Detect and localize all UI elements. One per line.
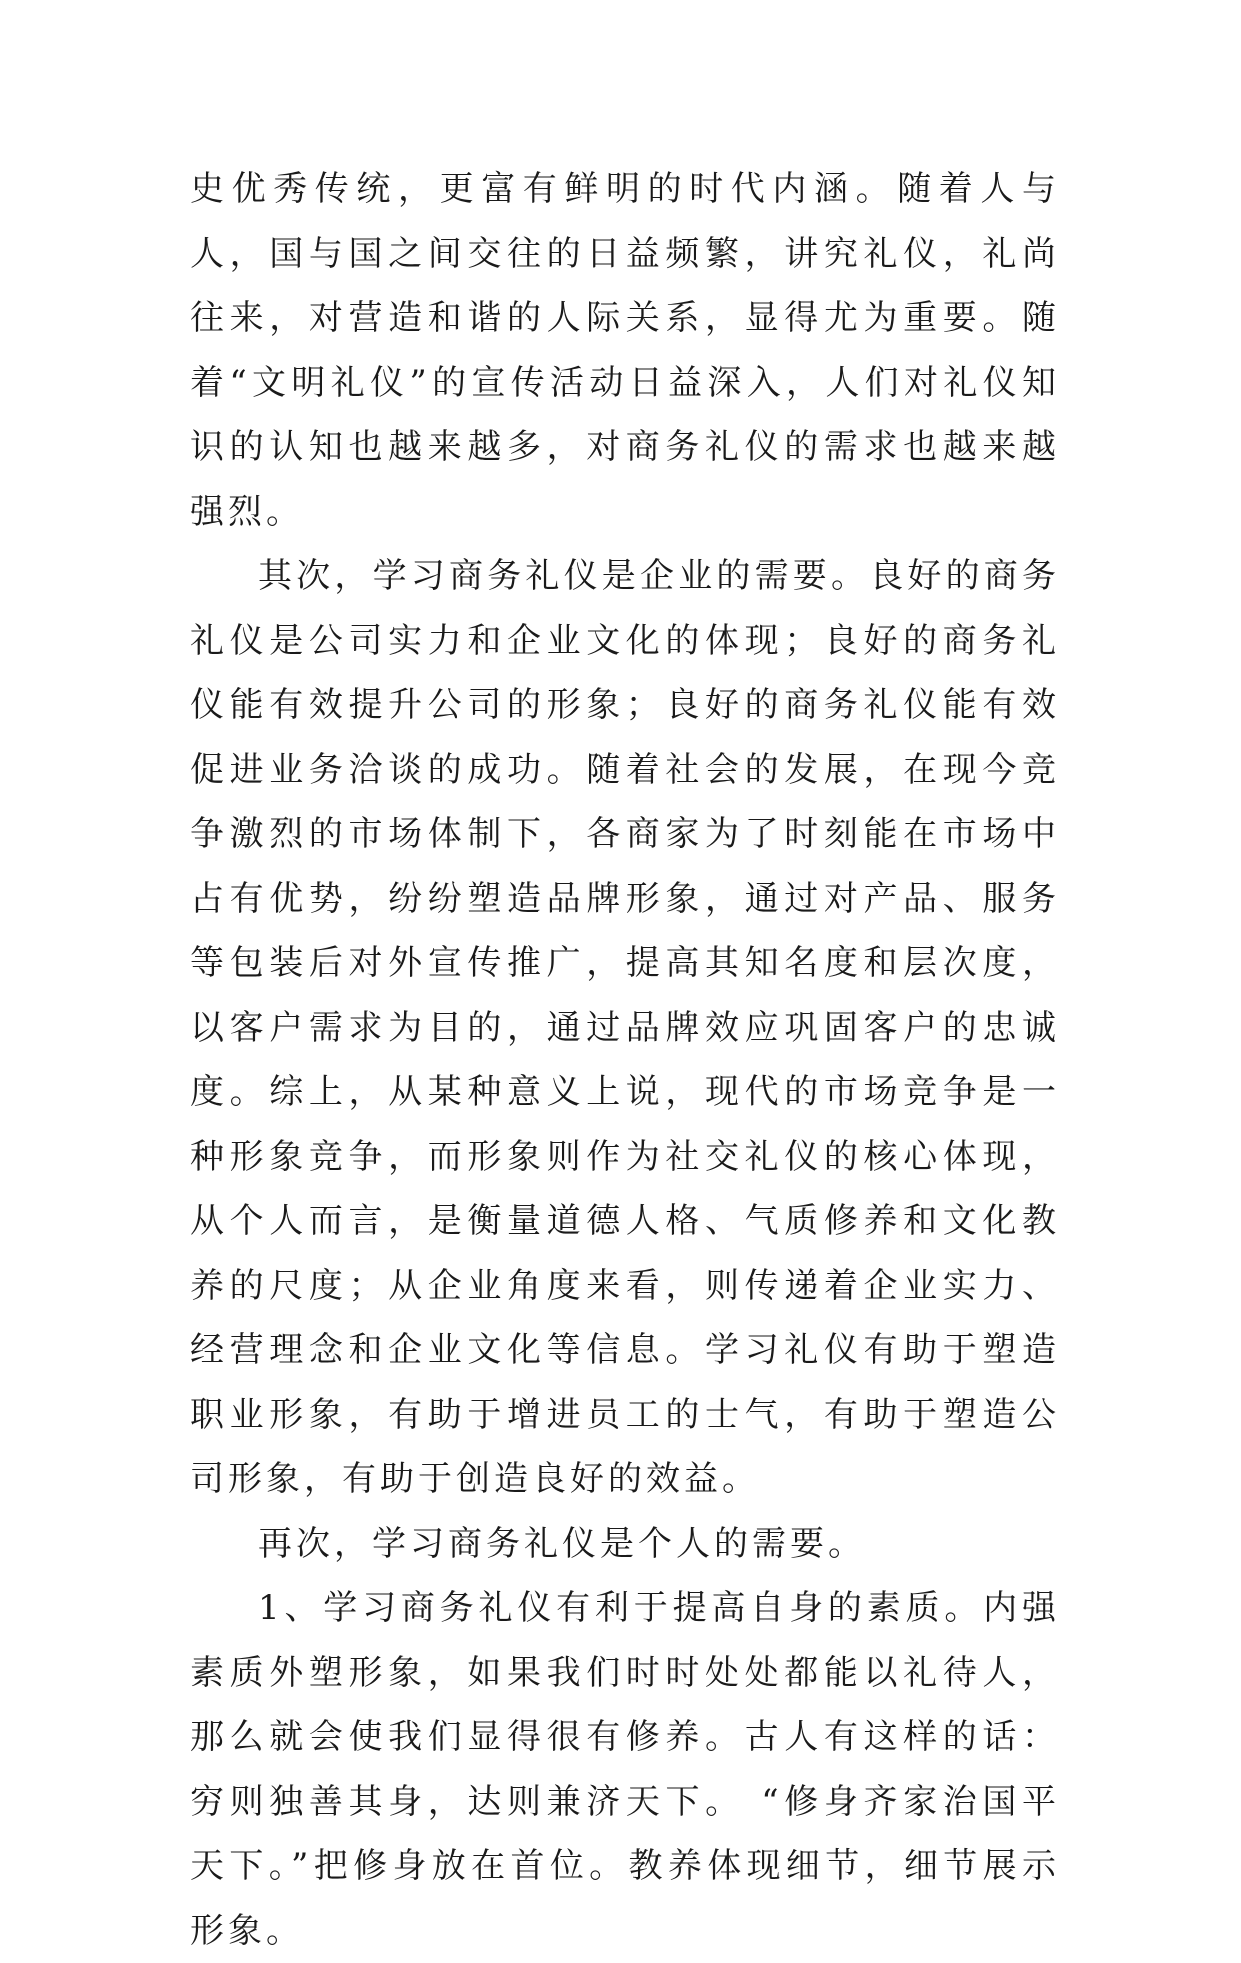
paragraph-enterprise-need: 其次，学习商务礼仪是企业的需要。良好的商务礼仪是公司实力和企业文化的体现；良好的商务礼仪能有效提升公司的形象；良好的商务礼仪能有效促进业务洽谈的成功。随着社会的发展，在现今竞争激烈的市场体制下，各商家为了时刻能在市场中占有优势，纷纷塑造品牌形象，通过对产品、服务等包装后对外宣传推广，提高其知名度和层次度，以客户需求为目的，通过品牌效应巩固客户的忠诚度。综上，从某种意义上说，现代的市场竞争是一种形象竞争，而形象则作为社交礼仪的核心体现，从个人而言，是衡量道德人格、气质修养和文化教养的尺度；从企业角度来看，则传递着企业实力、经营理念和企业文化等信息。学习礼仪有助于塑造职业形象，有助于增进员工的士气，有助于塑造公司形象，有助于创造良好的效益。 [190, 556, 1060, 1499]
document-body [190, 157, 1060, 1963]
paragraph-continuation: 史优秀传统，更富有鲜明的时代内涵。随着人与人，国与国之间交往的日益频繁，讲究礼仪，礼尚往来，对营造和谐的人际关系，显得尤为重要。随着“文明礼仪”的宣传活动日益深入，人们对礼仪知识的认知也越来越多，对商务礼仪的需求也越来越强烈。 [190, 169, 1060, 532]
paragraph-point-1: 1、学习商务礼仪有利于提高自身的素质。内强素质外塑形象，如果我们时时处处都能以礼待人，那么就会使我们显得很有修养。古人有这样的话：穷则独善其身，达则兼济天下。 “修身齐家治国平天下。”把修身放在首位。教养体现细节，细节展示形象。 [190, 1588, 1060, 1951]
paragraph-personal-need: 再次，学习商务礼仪是个人的需要。 [258, 1523, 866, 1564]
